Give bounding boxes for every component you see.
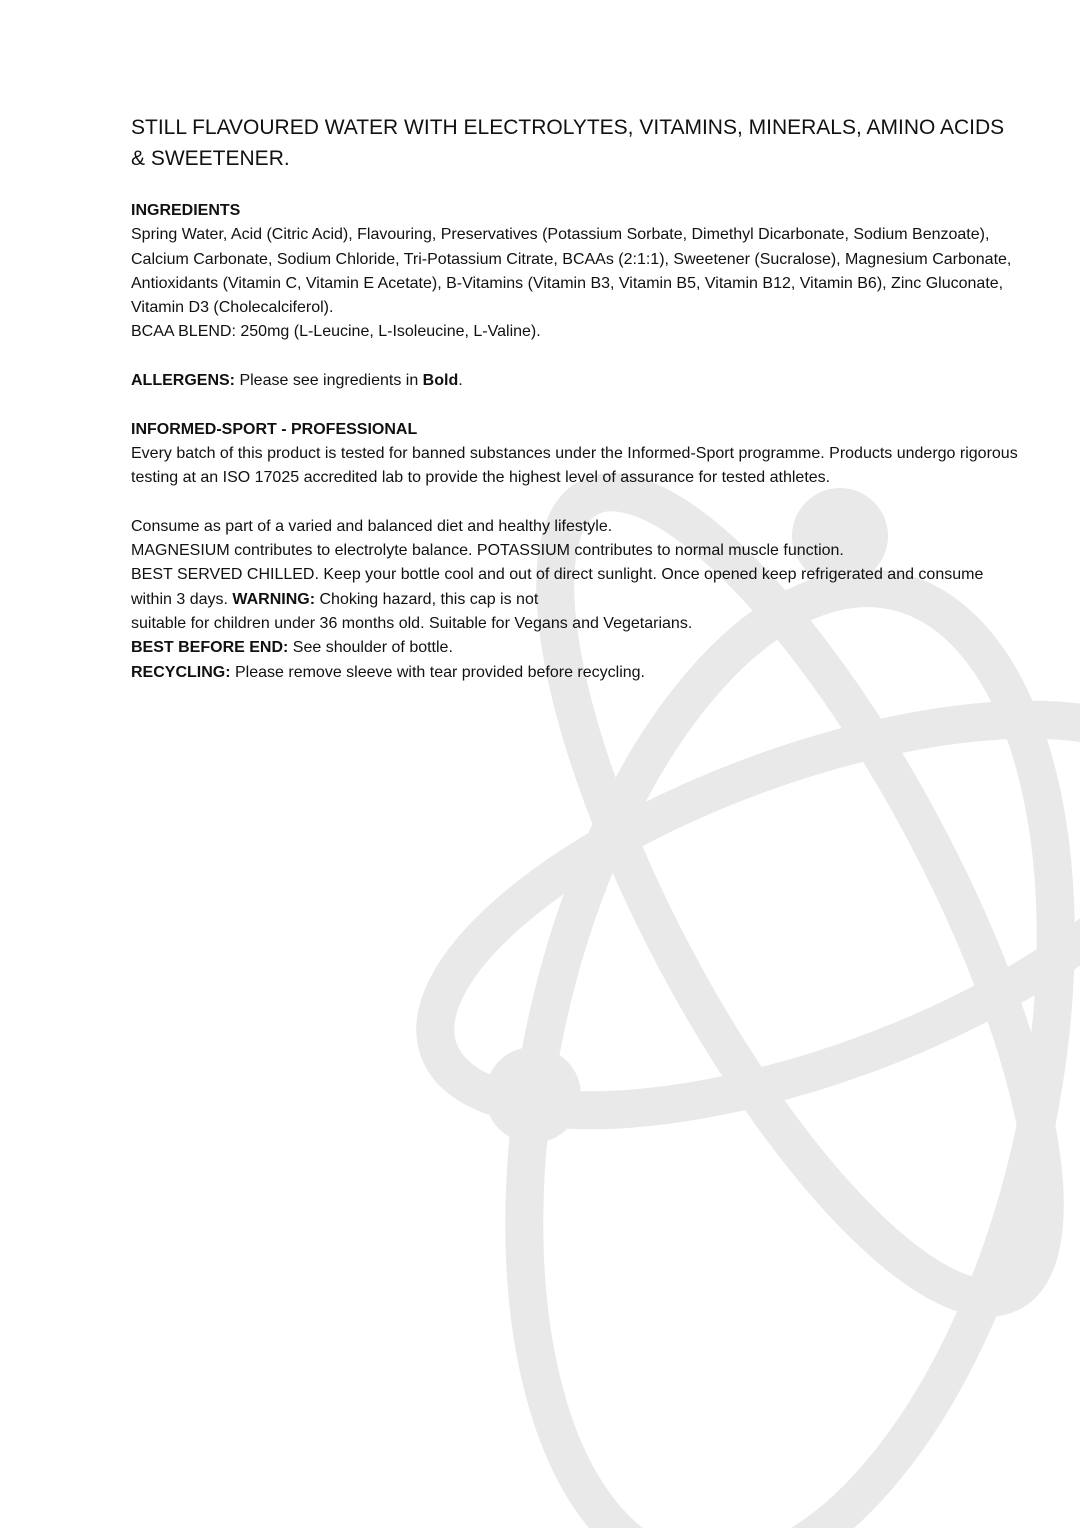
bcaa-blend: BCAA BLEND: 250mg (L-Leucine, L-Isoleucine, L-Valine). [131, 323, 541, 341]
allergens-line: ALLERGENS: Please see ingredients in Bold. [131, 372, 463, 390]
atom-orbit-lower [442, 539, 1080, 1528]
page-title: STILL FLAVOURED WATER WITH ELECTROLYTES, VITAMINS, MINERALS, AMINO ACIDS & SWEETENER. [131, 116, 1005, 170]
storage-statement: BEST SERVED CHILLED. Keep your bottle cool and out of direct sunlight. Once opened keep refrigerated and consume within 3 days. WARNING: Choking hazard, this cap is not [131, 566, 984, 608]
best-before-line: BEST BEFORE END: See shoulder of bottle. [131, 639, 453, 657]
recycling-line: RECYCLING: Please remove sleeve with tear provided before recycling. [131, 663, 645, 681]
document-body [131, 112, 1021, 685]
informed-sport-heading: INFORMED-SPORT - PROFESSIONAL [131, 420, 418, 438]
ingredients-text: Spring Water, Acid (Citric Acid), Flavouring, Preservatives (Potassium Sorbate, Dimethyl Dicarbonate, Sodium Benzoate), Calcium Carbonate, Sodium Chloride, Tri-Potassium Citrate, BCAAs (2:1:1), Sweetener (Sucralose), Magnesium Carbonate, Antioxidants (Vitamin C, Vitamin E Acetate), B-Vitamins (Vitamin B3, Vitamin B5, Vitamin B12, Vitamin B6), Zinc Gluconate, Vitamin D3 (Cholecalciferol). [131, 226, 1012, 317]
warning-label: WARNING: [232, 590, 316, 608]
informed-sport-text: Every batch of this product is tested for banned substances under the Informed-Sport programme. Products undergo rigorous testing at an ISO 17025 accredited lab to provide the highest level of assurance for tested athletes. [131, 444, 1018, 487]
warning-continued: suitable for children under 36 months old. Suitable for Vegans and Vegetarians. [131, 615, 693, 633]
allergens-label: ALLERGENS: [131, 372, 235, 390]
atom-electron-left [485, 1047, 581, 1143]
ingredients-heading: INGREDIENTS [131, 202, 241, 219]
minerals-statement: MAGNESIUM contributes to electrolyte balance. POTASSIUM contributes to normal muscle function. [131, 542, 844, 560]
best-before-label: BEST BEFORE END: [131, 639, 289, 657]
diet-statement: Consume as part of a varied and balanced diet and healthy lifestyle. [131, 517, 613, 535]
recycling-label: RECYCLING: [131, 663, 231, 681]
